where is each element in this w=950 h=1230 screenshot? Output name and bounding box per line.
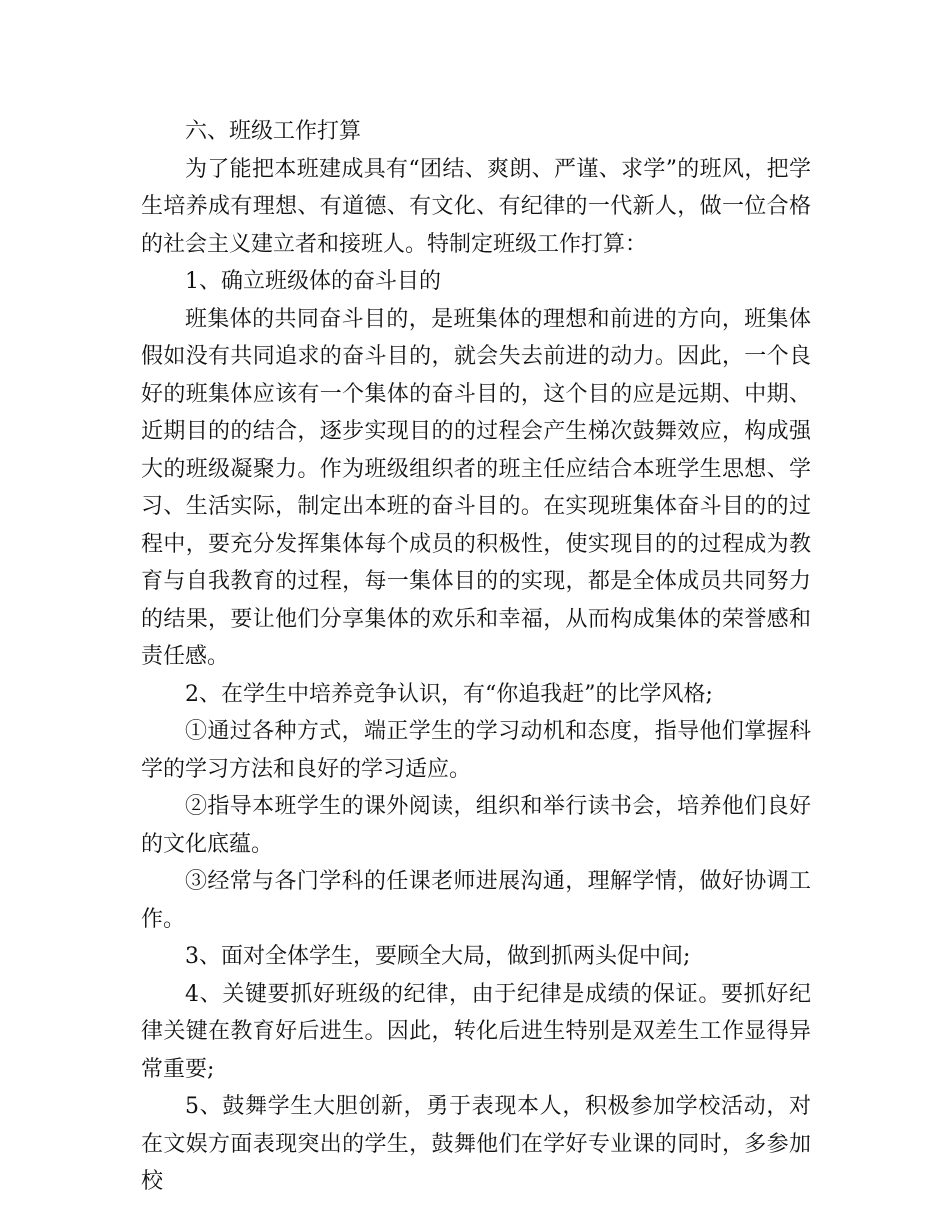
item-heading-2: 2、在学生中培养竞争认识，有“你追我赶”的比学风格; bbox=[185, 681, 713, 707]
document-page bbox=[141, 113, 811, 1201]
sub-item-3: ③经常与各门学科的任课老师进展沟通，理解学情，做好协调工作。 bbox=[141, 869, 811, 932]
paragraph-intro: 为了能把本班建成具有“团结、爽朗、严谨、求学”的班风，把学生培养成有理想、有道德、有文化、有纪律的一代新人，做一位合格的社会主义建立者和接班人。特制定班级工作打算： bbox=[141, 156, 811, 257]
paragraph-goals: 班集体的共同奋斗目的，是班集体的理想和前进的方向，班集体假如没有共同追求的奋斗目的，就会失去前进的动力。因此，一个良好的班集体应该有一个集体的奋斗目的，这个目的应是远期、中期、近期目的的结合，逐步实现目的的过程会产生梯次鼓舞效应，构成强大的班级凝聚力。作为班级组织者的班主任应结合本班学生思想、学习、生活实际，制定出本班的奋斗目的。在实现班集体奋斗目的的过程中，要充分发挥集体每个成员的积极性，使实现目的的过程成为教育与自我教育的过程，每一集体目的的实现，都是全体成员共同努力的结果，要让他们分享集体的欢乐和幸福，从而构成集体的荣誉感和责任感。 bbox=[141, 306, 811, 669]
item-heading-1: 1、确立班级体的奋斗目的 bbox=[185, 269, 441, 294]
sub-item-1: ①通过各种方式，端正学生的学习动机和态度，指导他们掌握科学的学习方法和良好的学习适应。 bbox=[141, 719, 811, 782]
item-4: 4、关键要抓好班级的纪律，由于纪律是成绩的保证。要抓好纪律关键在教育好后进生。因此，转化后进生特别是双差生工作显得异常重要; bbox=[141, 981, 811, 1082]
section-heading: 六、班级工作打算 bbox=[185, 119, 362, 144]
sub-item-2: ②指导本班学生的课外阅读，组织和举行读书会，培养他们良好的文化底蕴。 bbox=[141, 794, 811, 857]
item-heading-3: 3、面对全体学生，要顾全大局，做到抓两头促中间; bbox=[185, 944, 691, 969]
item-5: 5、鼓舞学生大胆创新，勇于表现本人，积极参加学校活动，对在文娱方面表现突出的学生，鼓舞他们在学好专业课的同时，多参加校 bbox=[141, 1094, 811, 1194]
